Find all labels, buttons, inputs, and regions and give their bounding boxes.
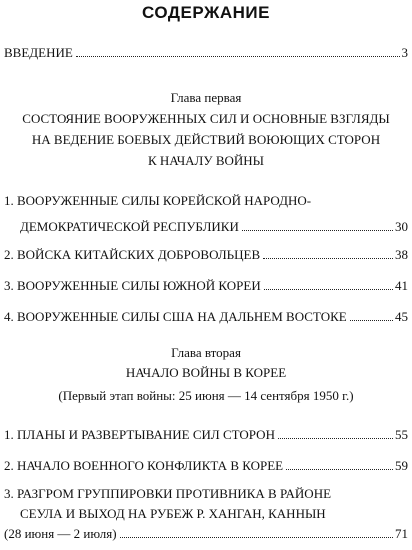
chapter-title-line: СОСТОЯНИЕ ВООРУЖЕННЫХ СИЛ И ОСНОВНЫЕ ВЗГЛЯДЫ [22, 111, 390, 126]
leader-dots [76, 56, 400, 57]
toc-entry-label: ВВЕДЕНИЕ [4, 45, 73, 60]
toc-entry-2-3[interactable] [4, 484, 408, 544]
toc-page-number: 3 [401, 45, 408, 60]
chapter-1-header [0, 88, 412, 171]
toc-entry-1-2[interactable] [4, 244, 408, 266]
toc-page-number: 71 [395, 526, 408, 541]
chapter-title-line: К НАЧАЛУ ВОЙНЫ [147, 153, 264, 168]
toc-page-number: 55 [395, 427, 408, 442]
toc-entry-label: 3. РАЗГРОМ ГРУППИРОВКИ ПРОТИВНИКА В РАЙОНЕ [4, 486, 332, 501]
leader-dots [350, 320, 393, 321]
toc-entry-intro[interactable] [4, 42, 408, 64]
leader-dots [242, 230, 393, 231]
toc-entry-label: 4. ВООРУЖЕННЫЕ СИЛЫ США НА ДАЛЬНЕМ ВОСТОКЕ [4, 309, 347, 324]
toc-entry-label: 3. ВООРУЖЕННЫЕ СИЛЫ ЮЖНОЙ КОРЕИ [4, 278, 261, 293]
toc-entry-2-2[interactable] [4, 455, 408, 477]
toc-entry-label: 2. НАЧАЛО ВОЕННОГО КОНФЛИКТА В КОРЕЕ [4, 458, 284, 473]
toc-entry-label-cont: ДЕМОКРАТИЧЕСКОЙ РЕСПУБЛИКИ [20, 219, 239, 234]
leader-dots [264, 289, 393, 290]
toc-page-number: 30 [395, 219, 408, 234]
leader-dots [120, 537, 393, 538]
toc-entry-label: 1. ПЛАНЫ И РАЗВЕРТЫВАНИЕ СИЛ СТОРОН [4, 427, 275, 442]
toc-entry-label-cont: СЕУЛА И ВЫХОД НА РУБЕЖ Р. ХАНГАН, КАННЫН [20, 506, 326, 521]
chapter-title-line: НАЧАЛО ВОЙНЫ В КОРЕЕ [125, 365, 287, 380]
chapter-heading: Глава вторая [171, 345, 241, 360]
chapter-heading: Глава первая [170, 90, 242, 105]
toc-entry-1-4[interactable] [4, 306, 408, 328]
toc-entry-label-cont: (28 июня — 2 июля) [4, 526, 117, 541]
leader-dots [263, 258, 393, 259]
leader-dots [286, 469, 393, 470]
toc-entry-label: 1. ВООРУЖЕННЫЕ СИЛЫ КОРЕЙСКОЙ НАРОДНО- [4, 193, 312, 208]
toc-entry-label: 2. ВОЙСКА КИТАЙСКИХ ДОБРОВОЛЬЦЕВ [4, 247, 261, 262]
toc-page-number: 45 [395, 309, 408, 324]
chapter-title-line: НА ВЕДЕНИЕ БОЕВЫХ ДЕЙСТВИЙ ВОЮЮЩИХ СТОРОН [31, 132, 381, 147]
toc-entry-2-1[interactable] [4, 424, 408, 446]
toc-page-number: 41 [395, 278, 408, 293]
page-title: СОДЕРЖАНИЕ [142, 3, 270, 22]
leader-dots [278, 438, 393, 439]
toc-page-number: 59 [395, 458, 408, 473]
toc-entry-1-3[interactable] [4, 275, 408, 297]
chapter-subtitle: (Первый этап войны: 25 июня — 14 сентября 1950 г.) [58, 388, 354, 403]
chapter-2-header [0, 343, 412, 406]
toc-entry-1-1[interactable] [4, 190, 408, 238]
toc-page-number: 38 [395, 247, 408, 262]
